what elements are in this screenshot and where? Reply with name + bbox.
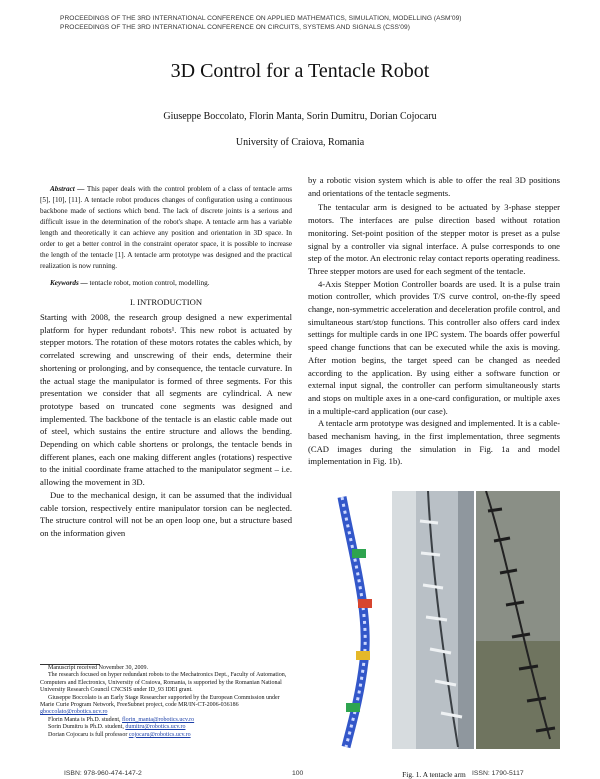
footer-page-number: 100 <box>292 770 304 777</box>
right-paragraph-4: A tentacle arm prototype was designed and implemented. It is a cable-based mechanism having, in the first implementation, three segments (CAD images during the simulation in Fig. 1a and model implementation in Fig. 1b). <box>308 418 560 467</box>
right-paragraph-3: 4-Axis Stepper Motion Controller boards are used. It is a pulse train motion controller, which provides T/S curve control, on-the-fly speed change, non-symmetric acceleration and deceleration profile control, and simultaneous start/stop functions. This controller also offers card index settings for multiple cards in one IPC system. The boards offer powerful speed change functions that can be executed while the axis is moving. After motion begins, the target speed can be changed as needed according to the application. By using either a software function or external input signal, the controller can perform simultaneously starts and stops on multiple axes in a one-card configuration, or multiple axes in a multiple-card application (our case). <box>308 278 560 416</box>
running-header <box>60 14 560 32</box>
header-line-1: PROCEEDINGS OF THE 3RD INTERNATIONAL CONFERENCE ON APPLIED MATHEMATICS, SIMULATION, MODELLING (ASM'09) <box>60 15 462 22</box>
footer-issn: ISSN: 1790-5117 <box>472 770 524 777</box>
footnotes <box>40 665 292 739</box>
section-heading-introduction: I. INTRODUCTION <box>129 297 203 307</box>
figure-tentacle-arm <box>308 491 560 749</box>
email-cojocaru-link[interactable]: cojocaru@robotics.ucv.ro <box>128 731 191 738</box>
footnote-manta: Florin Manta is Ph.D. student, florin_manta@robotics.ucv.ro <box>48 716 195 723</box>
footnote-funding: The research focused on hyper redundant robots to the Mechatronics Dept., Faculty of Automation, Computers and Electronics, University of Craiova, Romania, is supported by the Romanian National University Research Council CNCSIS under ID_93 IDEI grant. <box>40 672 287 694</box>
header-line-2: PROCEEDINGS OF THE 3RD INTERNATIONAL CONFERENCE ON CIRCUITS, SYSTEMS AND SIGNALS (CSS'09) <box>60 24 410 31</box>
footnote-dumitru: Sorin Dumitru is Ph.D. student, dumitru@robotics.ucv.ro <box>48 724 186 731</box>
right-paragraph-2: The tentacular arm is designed to be actuated by 3-phase stepper motors. The interfaces are pulse direction based without rotation monitoring. Set-point position of the stepper motor is preset as a pulse signal by a controller via signal interface. A pulse corresponds to one step of the motor. An electronic relay contact reports operating readiness. Three stepper motors are used for each segment of the tentacle. <box>308 202 560 276</box>
keywords-label: Keywords — <box>50 279 88 287</box>
keywords-text: tentacle robot, motion control, modelling. <box>87 279 210 287</box>
email-boccolato-link[interactable]: gboccolato@robotics.ucv.ro <box>40 709 108 716</box>
abstract <box>40 184 292 272</box>
footnote-received: Manuscript received November 30, 2009. <box>48 665 148 671</box>
tentacle-arm-photos <box>308 491 560 749</box>
figure-caption: Fig. 1. A tentacle arm <box>402 770 466 779</box>
left-column <box>40 184 292 540</box>
footnote-cojocaru: Dorian Cojocaru is full professor cojocaru@robotics.ucv.ro <box>48 731 191 738</box>
intro-paragraph-1: Starting with 2008, the research group designed a new experimental platform for hyper redundant robots¹. This new robot is actuated by stepper motors. The rotation of these motors rotates the cables which, by correlated screwing and unscrewing of their ends, determine their shortening or prolonging, and by consequence, the tentacle curvature. In the actual stage the manipulator is formed of three segments. For this presentation we consider that all segments are cylindrical. A new prototype based on truncated cone segments was designed and implemented. The backbone of the tentacle is an elastic cable made out of steel, which sustains the entire structure and allows the bending. Depending on which cable shortens or prolongs, the tentacle bends in different planes, each one making different angles (rotations) respective to the initial coordinate frame attached to the manipulator segment – i.e. allowing the movement in 3D. <box>40 312 292 488</box>
author-list: Giuseppe Boccolato, Florin Manta, Sorin Dumitru, Dorian Cojocaru <box>163 111 437 122</box>
email-manta-link[interactable]: florin_manta@robotics.ucv.ro <box>122 716 195 723</box>
footnote-boccolato: Giuseppe Boccolato is an Early Stage Researcher supported by the European Commission under Marie Curie Program Network, FreeSubnet project, code MR/IN-CT-2006-036186 gboccolato@robotics.ucv.ro <box>40 694 280 716</box>
intro-paragraph-2: Due to the mechanical design, it can be assumed that the individual cable torsion, respectively entire manipulator torsion can be neglected. The structure control will not be an open loop one, but a structure based on the information given <box>40 489 292 538</box>
paper-title: 3D Control for a Tentacle Robot <box>170 60 430 82</box>
email-dumitru-link[interactable]: dumitru@robotics.ucv.ro <box>125 724 186 731</box>
footer-isbn: ISBN: 978-960-474-147-2 <box>64 770 142 777</box>
affiliation: University of Craiova, Romania <box>235 137 365 148</box>
abstract-text: This paper deals with the control problem of a class of tentacle arms [5], [10], [11]. A tentacle robot produces changes of configuration using a continuous backbone made of sections which bend. The lack of discrete joints is a serious and difficult issue in the determination of the robot's shape. A tentacle arm has a variable length and theoretically it can achieve any position and orientation in 3D space. In order to get a better control in the constraint operator space, it is possible to increase the length of the tentacle [1]. A tentacle arm prototype was designed and the practical realization is now running. <box>40 185 293 270</box>
right-paragraph-1: by a robotic vision system which is able to offer the real 3D positions and orientations of the tentacle segments. <box>308 175 560 198</box>
right-column <box>308 174 560 468</box>
keywords <box>40 278 292 289</box>
abstract-label: Abstract — <box>50 185 85 193</box>
